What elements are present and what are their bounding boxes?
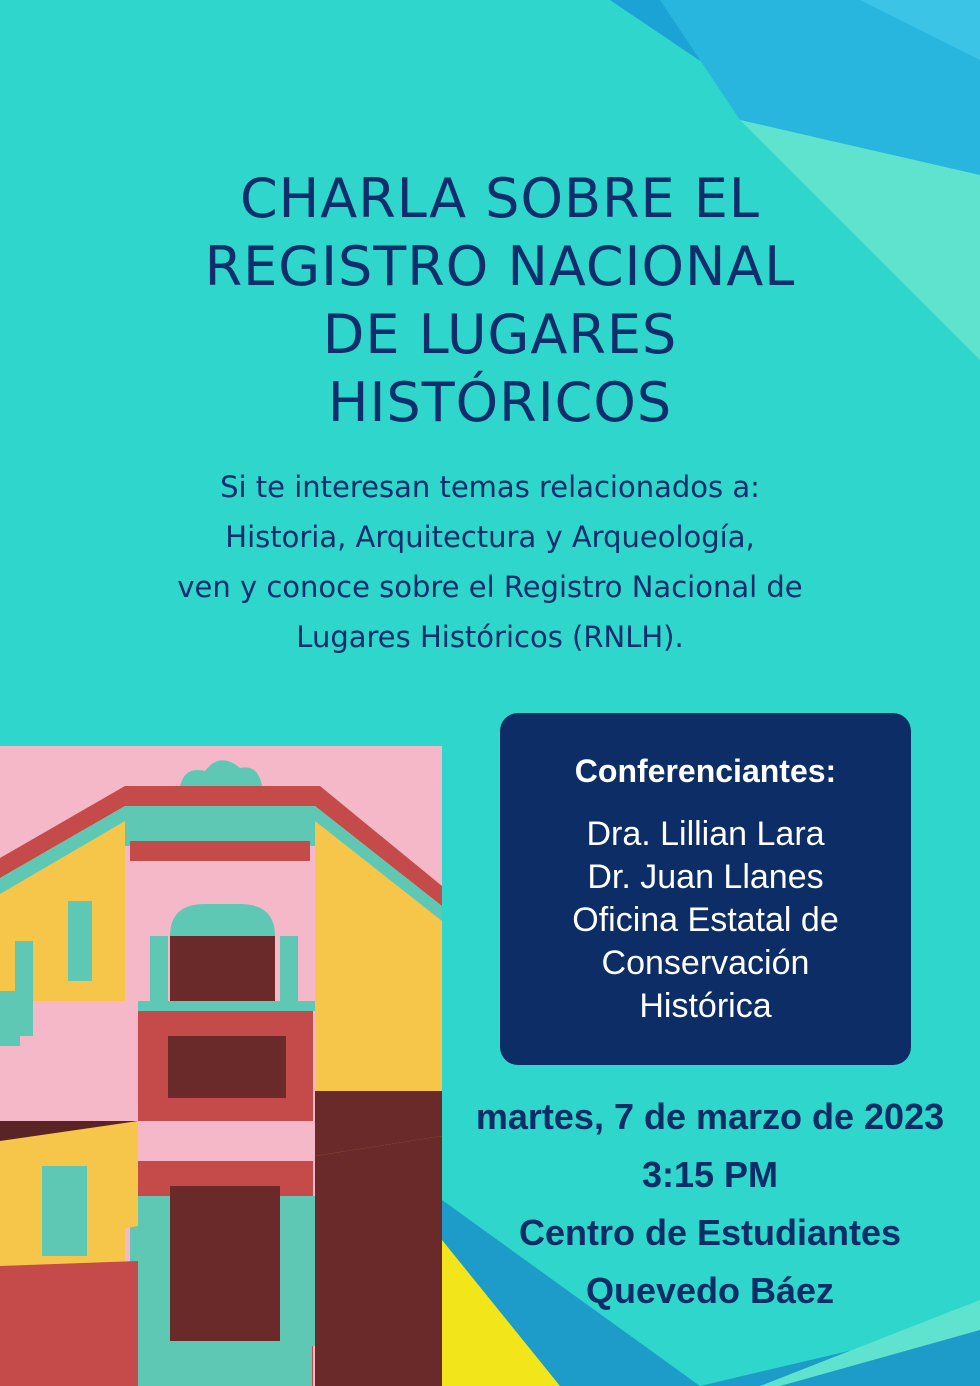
speaker-line: Dra. Lillian Lara xyxy=(586,815,825,853)
speaker-line: Dr. Juan Llanes xyxy=(587,858,824,896)
event-details xyxy=(440,1088,980,1320)
speakers-heading: Conferenciantes: xyxy=(574,753,837,789)
speaker-line: Conservación xyxy=(601,944,810,982)
page-title xyxy=(60,165,940,437)
intro-line: Historia, Arquitectura y Arqueología, xyxy=(225,520,755,554)
intro-line: Lugares Históricos (RNLH). xyxy=(296,620,684,654)
intro-line: ven y conoce sobre el Registro Nacional de xyxy=(177,570,803,604)
speakers-list xyxy=(500,813,911,1028)
intro-text xyxy=(40,462,940,662)
event-date: martes, 7 de marzo de 2023 xyxy=(475,1096,945,1137)
event-time: 3:15 PM xyxy=(641,1154,779,1195)
building-illustration xyxy=(0,746,442,1386)
intro-line: Si te interesan temas relacionados a: xyxy=(220,470,760,504)
title-line: CHARLA SOBRE EL xyxy=(239,167,761,230)
speaker-line: Oficina Estatal de xyxy=(572,901,839,939)
speaker-line: Histórica xyxy=(639,987,772,1025)
speakers-box xyxy=(500,713,911,1065)
title-line: HISTÓRICOS xyxy=(327,371,673,434)
title-line: REGISTRO NACIONAL xyxy=(204,235,796,298)
event-venue-line2: Quevedo Báez xyxy=(585,1270,835,1311)
title-line: DE LUGARES xyxy=(322,303,678,366)
event-venue-line1: Centro de Estudiantes xyxy=(518,1212,902,1253)
